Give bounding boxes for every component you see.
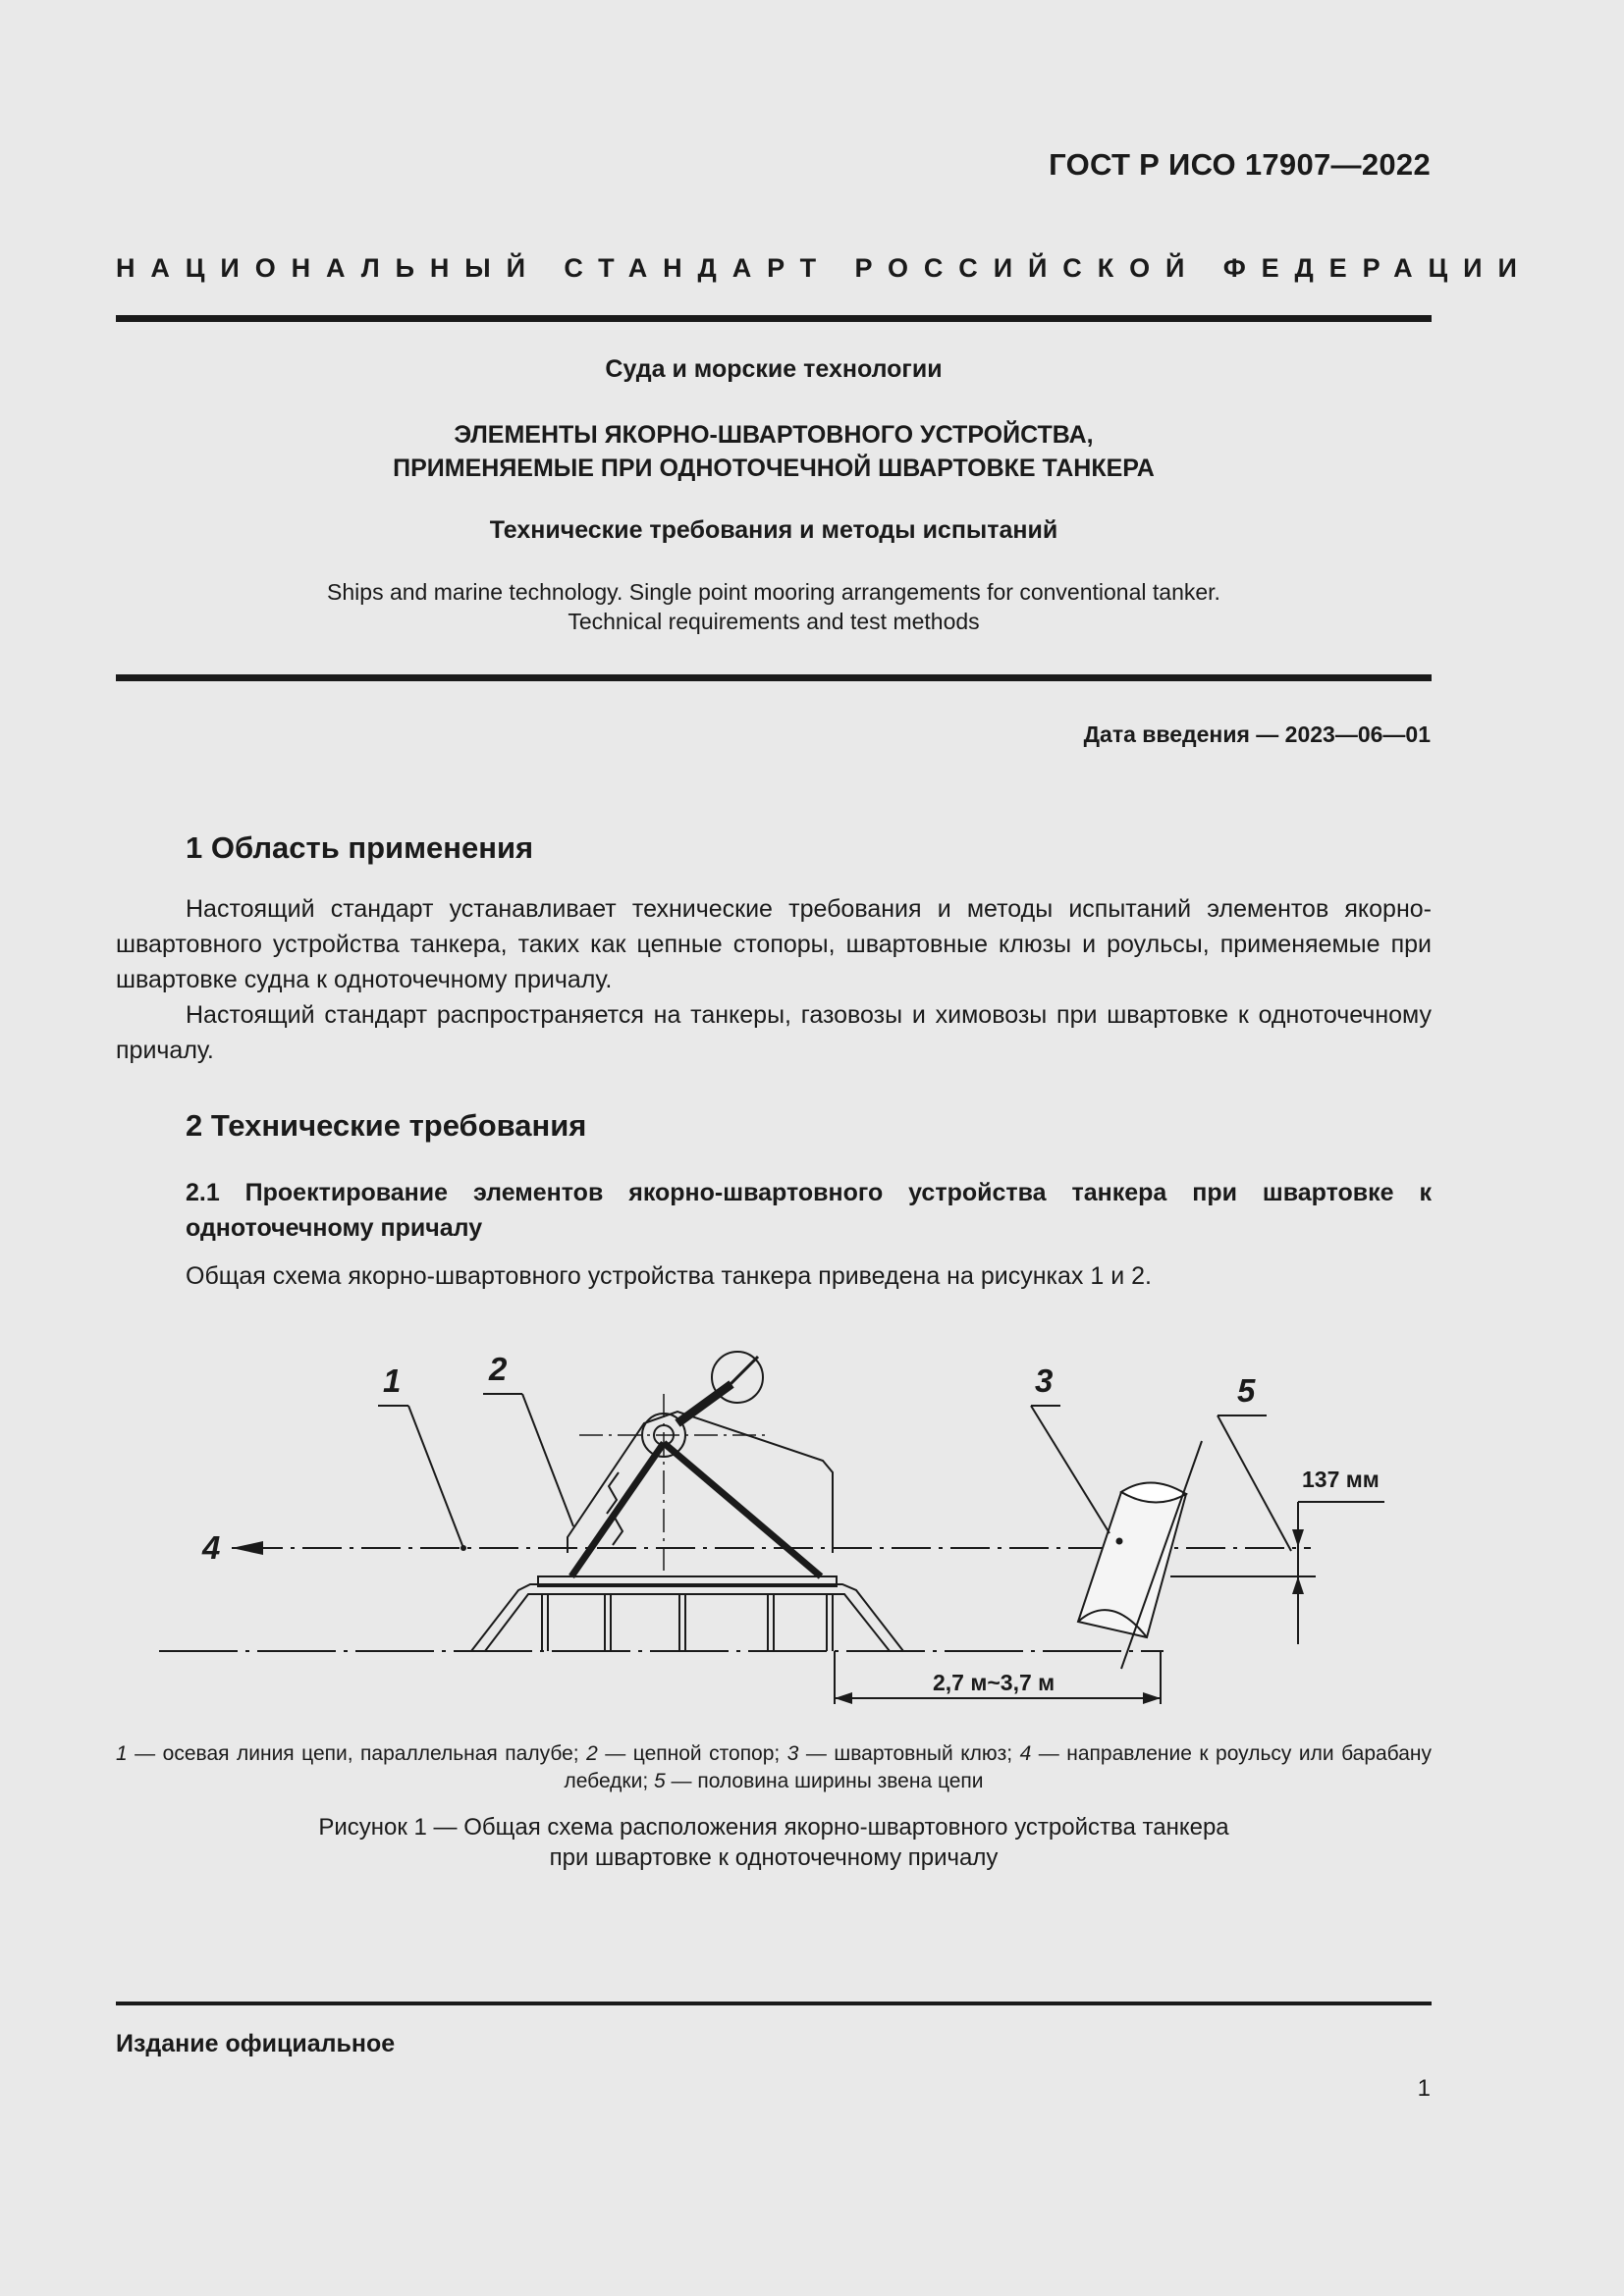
figure-label-2: 2 bbox=[489, 1351, 508, 1387]
section-2-paragraph: Общая схема якорно-швартовного устройства танкера приведена на рисунках 1 и 2. bbox=[186, 1262, 1152, 1290]
document-code: ГОСТ Р ИСО 17907—2022 bbox=[1049, 147, 1431, 182]
figure-label-1: 1 bbox=[383, 1362, 402, 1399]
half-width-dimension bbox=[1170, 1502, 1384, 1644]
figure-1-title-line-2: при швартовке к одноточечному причалу bbox=[549, 1844, 999, 1871]
legend-text-5: — половина ширины звена цепи bbox=[665, 1770, 984, 1792]
stopper-foundation bbox=[471, 1576, 903, 1651]
section-1-heading: 1 Область применения bbox=[186, 830, 534, 865]
footer-rule bbox=[116, 2002, 1432, 2005]
page-number: 1 bbox=[1417, 2075, 1431, 2102]
official-edition-label: Издание официальное bbox=[116, 2030, 396, 2057]
legend-num-2: 2 bbox=[586, 1742, 598, 1765]
legend-num-5: 5 bbox=[654, 1770, 666, 1792]
section-2-body bbox=[116, 1258, 1432, 1294]
figure-1-title bbox=[116, 1812, 1432, 1873]
figure-1-diagram bbox=[0, 1345, 1624, 1718]
section-2-heading: 2 Технические требования bbox=[186, 1108, 587, 1143]
chain-stopper bbox=[568, 1352, 833, 1576]
legend-num-4: 4 bbox=[1019, 1742, 1032, 1765]
top-rule bbox=[116, 315, 1432, 322]
legend-num-3: 3 bbox=[786, 1742, 799, 1765]
legend-num-1: 1 bbox=[116, 1742, 128, 1765]
national-standard-banner: НАЦИОНАЛЬНЫЙ СТАНДАРТ РОССИЙСКОЙ ФЕДЕРАЦИИ bbox=[116, 253, 1533, 283]
english-title-line-2: Technical requirements and test methods bbox=[568, 609, 980, 634]
figure-1-legend bbox=[116, 1740, 1432, 1795]
fairlead bbox=[1078, 1441, 1202, 1669]
standard-category: Суда и морские технологии bbox=[605, 355, 943, 383]
half-width-label: 137 мм bbox=[1302, 1467, 1380, 1492]
english-title-line-1: Ships and marine technology. Single point mooring arrangements for conventional tanker. bbox=[327, 579, 1220, 605]
english-title bbox=[116, 577, 1432, 636]
standard-title bbox=[116, 418, 1432, 485]
distance-label: 2,7 м~3,7 м bbox=[933, 1670, 1056, 1695]
legend-text-2: — цепной стопор; bbox=[597, 1742, 787, 1765]
legend-text-3: — швартовный клюз; bbox=[798, 1742, 1020, 1765]
section-2-1-heading: 2.1 Проектирование элементов якорно-швартовного устройства танкера при швартовке к одноточечному причалу bbox=[186, 1179, 1432, 1242]
direction-arrow-icon bbox=[232, 1541, 263, 1555]
figure-1-title-line-1: Рисунок 1 — Общая схема расположения якорно-швартовного устройства танкера bbox=[318, 1814, 1229, 1841]
standard-title-line-2: ПРИМЕНЯЕМЫЕ ПРИ ОДНОТОЧЕЧНОЙ ШВАРТОВКЕ ТАНКЕРА bbox=[393, 454, 1155, 482]
legend-text-1: — осевая линия цепи, параллельная палубе; bbox=[127, 1742, 587, 1765]
section-1-paragraph-1: Настоящий стандарт устанавливает технические требования и методы испытаний элементов якорно-швартовного устройства танкера, таких как цепные стопоры, швартовные клюзы и роульсы, применяемые при швартовке судна к одноточечному причалу. bbox=[116, 895, 1432, 993]
figure-label-3: 3 bbox=[1035, 1362, 1054, 1399]
standard-subtitle: Технические требования и методы испытаний bbox=[489, 516, 1058, 544]
figure-label-5: 5 bbox=[1237, 1372, 1256, 1409]
figure-label-4: 4 bbox=[202, 1529, 221, 1566]
legend-text-4: — направление к роульсу или барабану лебедки; bbox=[564, 1742, 1432, 1792]
title-rule bbox=[116, 674, 1432, 681]
section-1-body bbox=[116, 891, 1432, 1068]
standard-title-line-1: ЭЛЕМЕНТЫ ЯКОРНО-ШВАРТОВНОГО УСТРОЙСТВА, bbox=[454, 421, 1094, 449]
introduction-date: Дата введения — 2023—06—01 bbox=[1083, 721, 1431, 747]
section-1-paragraph-2: Настоящий стандарт распространяется на танкеры, газовозы и химовозы при швартовке к одноточечному причалу. bbox=[116, 1001, 1432, 1064]
